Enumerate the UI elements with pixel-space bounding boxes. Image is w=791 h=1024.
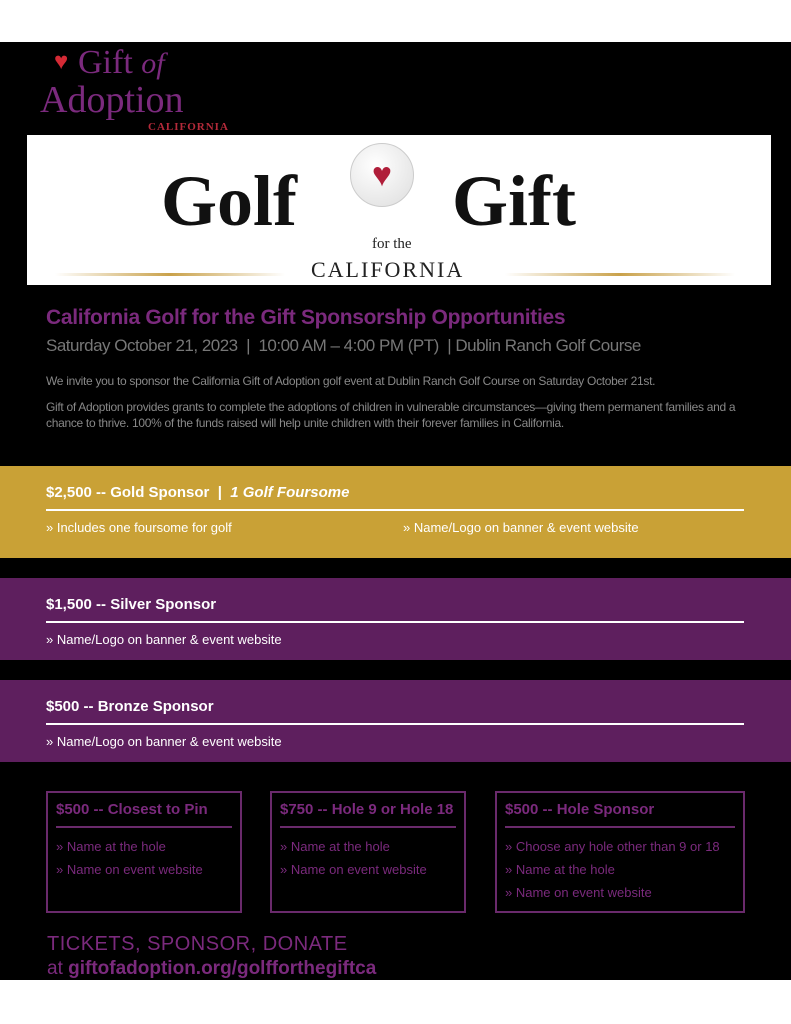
divider (280, 826, 456, 828)
hole-9-18-box (270, 791, 466, 913)
box-item: » Name at the hole (56, 839, 166, 854)
silver-sponsor-band (0, 578, 791, 660)
divider (505, 826, 735, 828)
logo-california: CALIFORNIA (148, 121, 229, 133)
bronze-item: » Name/Logo on banner & event website (46, 734, 282, 749)
website-link[interactable]: giftofadoption.org/golfforthegiftca (68, 958, 377, 979)
banner-for-the: for the (372, 236, 412, 252)
bronze-sponsor-band (0, 680, 791, 762)
box-item: » Name on event website (280, 862, 427, 877)
footer-url-line: at giftofadoption.org/golfforthegiftca (47, 958, 377, 979)
mission-paragraph: Gift of Adoption provides grants to complete the adoptions of children in vulnerable circumstances—giving them permanent families and a chance to thrive. 100% of the funds raised will help unite children with their forever families in California. (46, 400, 736, 430)
gold-item: » Includes one foursome for golf (46, 520, 232, 535)
box-item: » Name at the hole (505, 862, 615, 877)
divider (46, 621, 744, 623)
gold-line-right (505, 273, 735, 276)
divider (46, 509, 744, 511)
box-title: $500 -- Closest to Pin (56, 801, 208, 818)
box-item: » Choose any hole other than 9 or 18 (505, 839, 720, 854)
logo-gift: Gift (78, 44, 133, 81)
gold-title: $2,500 -- Gold Sponsor | 1 Golf Foursome (46, 484, 350, 501)
silver-title: $1,500 -- Silver Sponsor (46, 596, 217, 613)
box-item: » Name at the hole (280, 839, 390, 854)
gold-item: » Name/Logo on banner & event website (403, 520, 639, 535)
box-title: $500 -- Hole Sponsor (505, 801, 655, 818)
banner-golf: Golf (161, 161, 297, 241)
bronze-title: $500 -- Bronze Sponsor (46, 698, 214, 715)
box-item: » Name on event website (56, 862, 203, 877)
silver-item: » Name/Logo on banner & event website (46, 632, 282, 647)
divider (56, 826, 232, 828)
invite-paragraph: We invite you to sponsor the California Gift of Adoption golf event at Dublin Ranch Golf Course on Saturday October 21st. (46, 374, 656, 388)
page-title: California Golf for the Gift Sponsorship Opportunities (46, 306, 566, 329)
hole-sponsor-box (495, 791, 745, 913)
box-title: $750 -- Hole 9 or Hole 18 (280, 801, 454, 818)
golf-for-the-gift-banner (27, 135, 771, 285)
logo-of: of (141, 47, 165, 80)
gold-line-left (55, 273, 285, 276)
closest-to-pin-box (46, 791, 242, 913)
divider (46, 723, 744, 725)
event-details: Saturday October 21, 2023 | 10:00 AM – 4:00 PM (PT) | Dublin Ranch Golf Course (46, 336, 641, 355)
heart-icon: ♥ (54, 48, 69, 75)
footer-cta: TICKETS, SPONSOR, DONATE (47, 933, 348, 955)
gold-sponsor-band (0, 466, 791, 558)
banner-gift: Gift (452, 161, 576, 241)
golf-ball-heart-icon: ♥ (350, 143, 414, 207)
logo-adoption: Adoption (40, 79, 184, 121)
banner-california: CALIFORNIA (311, 257, 465, 282)
box-item: » Name on event website (505, 885, 652, 900)
gift-of-adoption-logo (40, 45, 240, 134)
